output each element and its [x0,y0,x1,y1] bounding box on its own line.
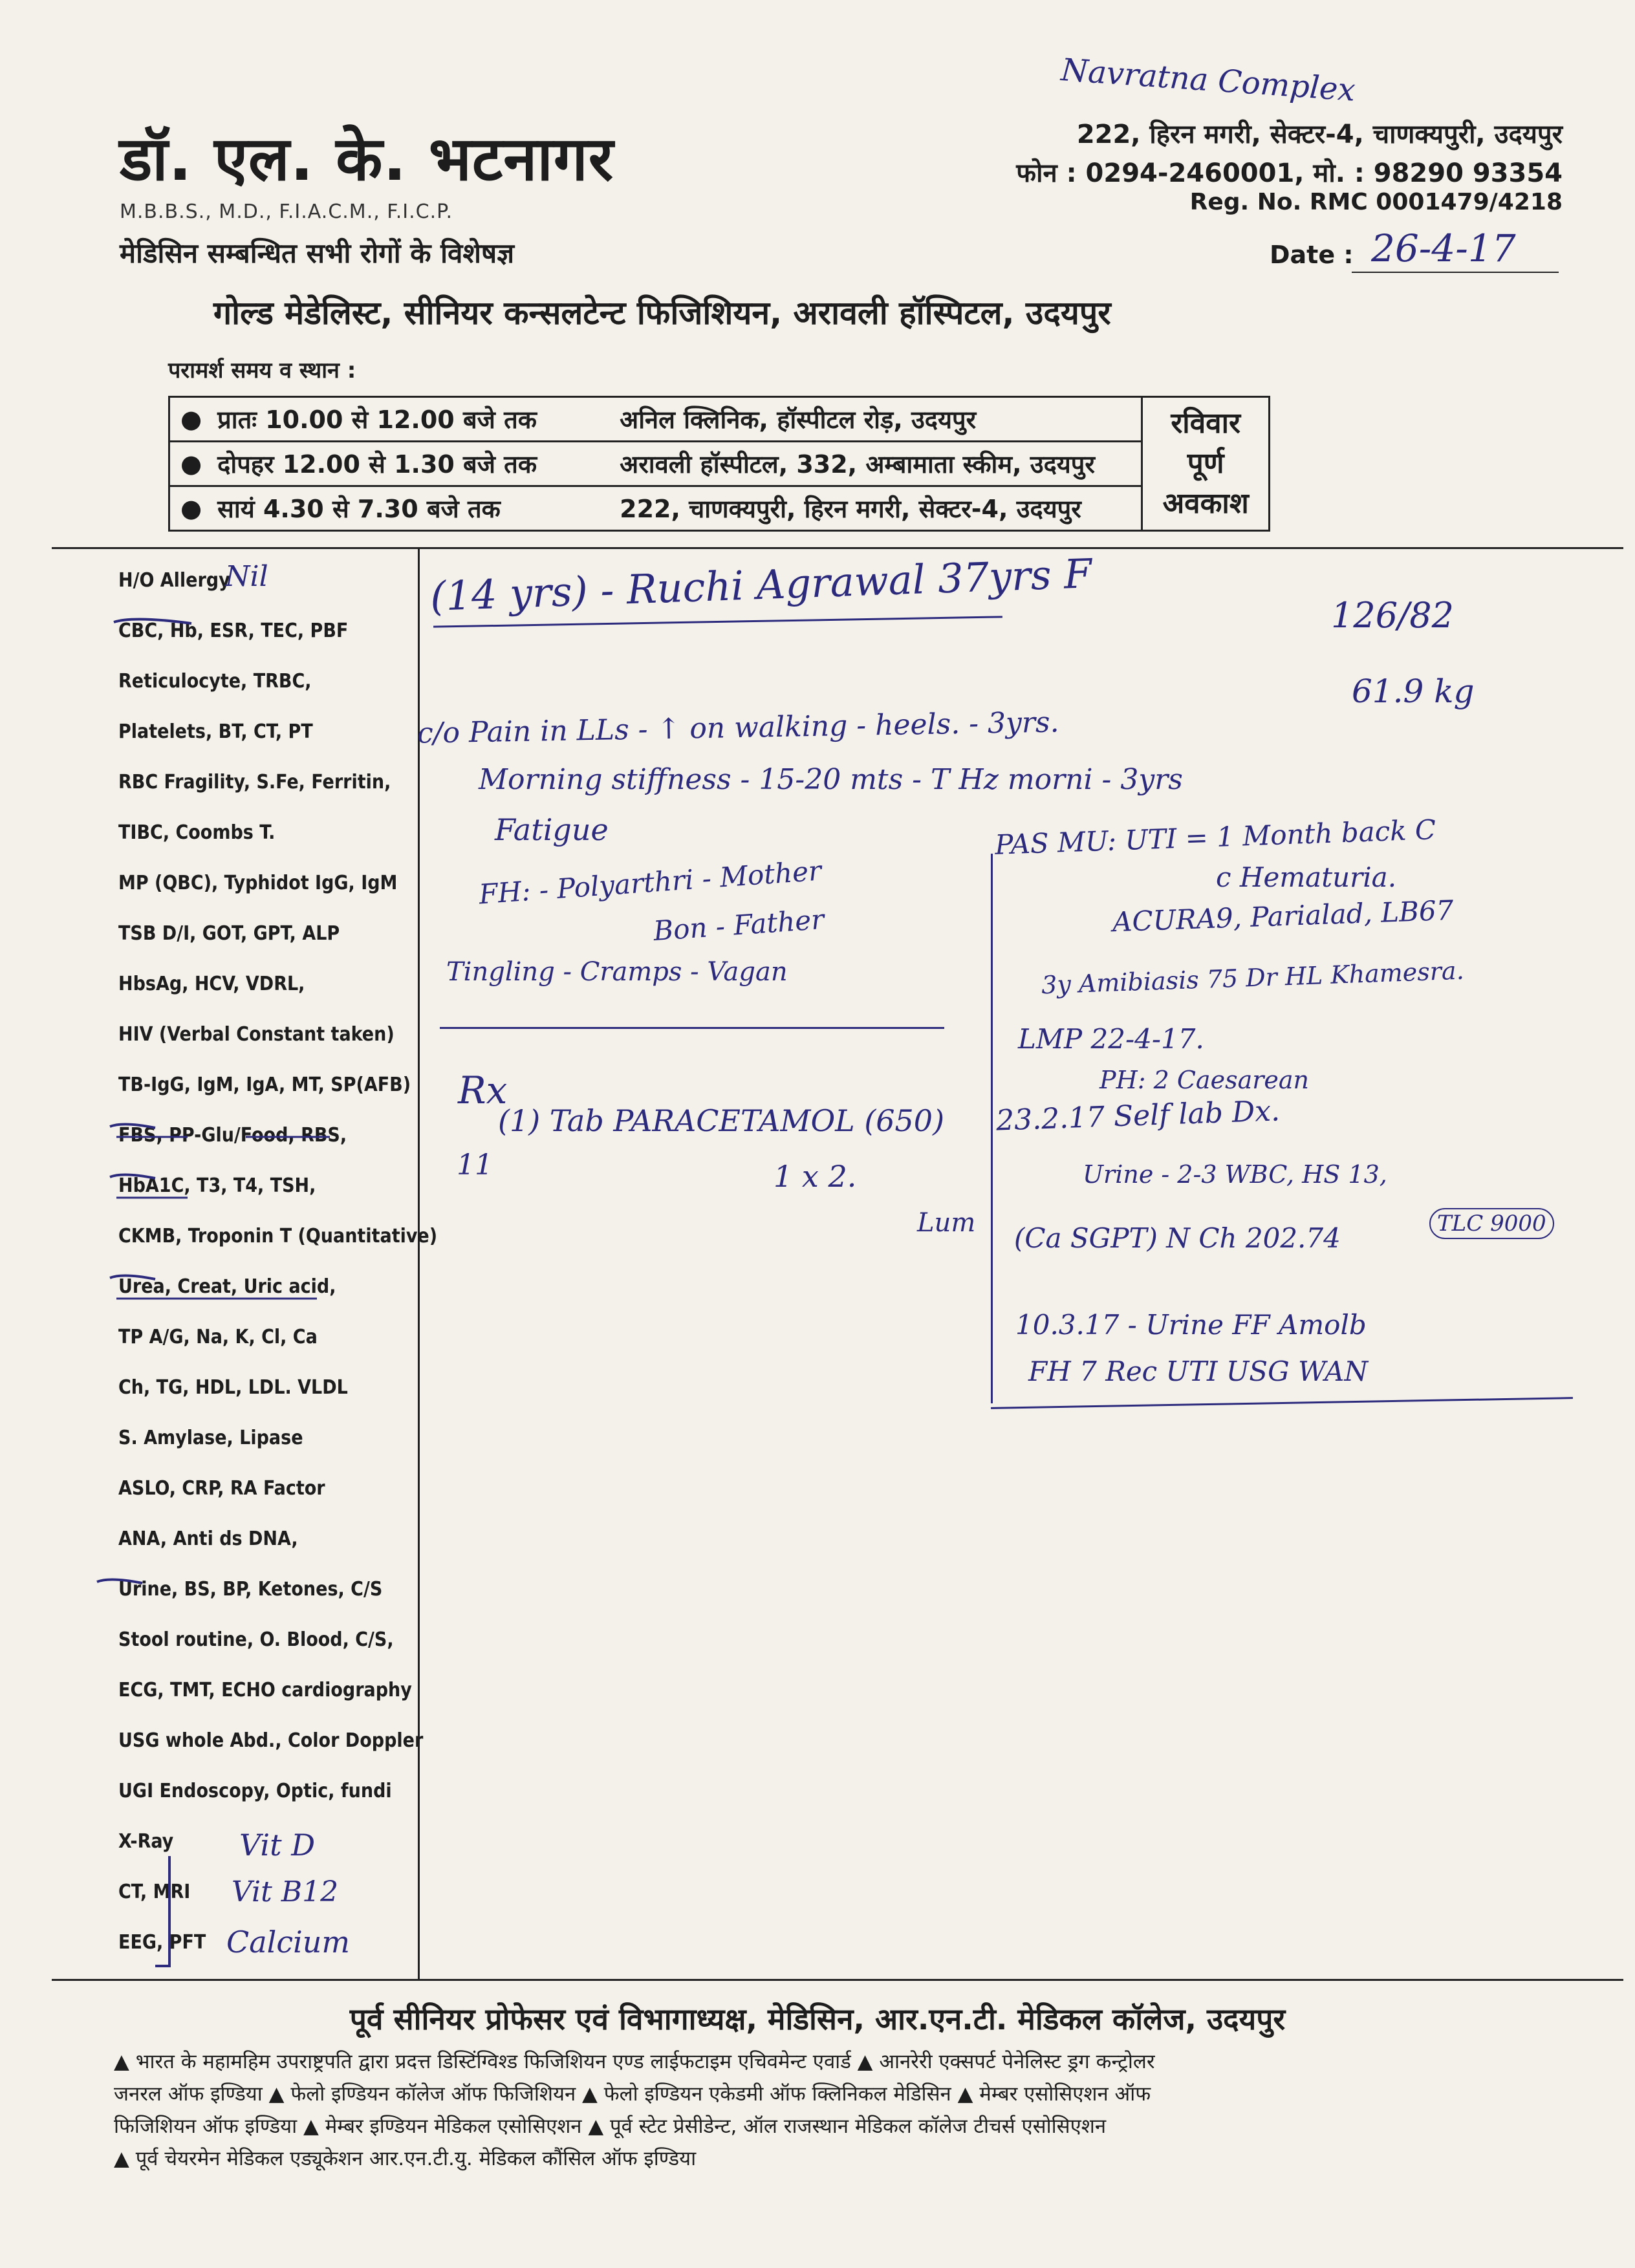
test-item: H/O Allergy [118,569,230,592]
advised-test: Vit B12 [232,1875,339,1908]
schedule-place: अनिल क्लिनिक, हॉस्पीटल रोड़, उदयपुर [609,397,1142,442]
notes-divider [991,854,993,1403]
footer-divider [52,1979,1623,1981]
past-history: c Hematuria. [1216,861,1397,893]
signature: Lum [917,1208,976,1238]
past-history: ACURA9, Parialad, LB67 [1112,894,1455,938]
rx-dosage: 1 x 2. [774,1159,857,1194]
past-history: 3y Amibiasis 75 Dr HL Khamesra. [1041,956,1465,1000]
schedule-time: सायं 4.30 से 7.30 बजे तक [207,486,609,531]
footer-credentials: जनरल ऑफ इण्डिया ▲ फेलो इण्डियन कॉलेज ऑफ फिजिशियन ▲ फेलो इण्डियन एकेडमी ऑफ क्लिनिकल मेडिसिन ▲ मेम्बर एसोसिएशन ऑफ [114,2082,1151,2106]
sunday-holiday [1142,397,1270,531]
date-value: 26-4-17 [1371,226,1516,270]
test-item: Urine, BS, BP, Ketones, C/S [118,1578,383,1601]
test-item: TP A/G, Na, K, Cl, Ca [118,1326,318,1348]
notes-bottom-line [991,1397,1573,1409]
footer-credentials: फिजिशियन ऑफ इण्डिया ▲ मेम्बर इण्डियन मेडिकल एसोसिएशन ▲ पूर्व स्टेट प्रेसीडेन्ट, ऑल राजस्थान मेडिकल कॉलेज टीचर्स एसोसिएशन [114,2115,1107,2138]
advised-test: Calcium [226,1925,351,1960]
footer-credentials: ▲ भारत के महामहिम उपराष्ट्रपति द्वारा प्रदत्त डिस्टिंग्विश्ड फिजिशियन एण्ड लाईफटाइम एचिवमेन्ट एवार्ड ▲ आनरेरी एक्सपर्ट पेनेलिस्ट ड्रग कन्ट्रोलर [114,2050,1155,2073]
test-item: CKMB, Troponin T (Quantitative) [118,1225,438,1247]
rx-mark: 11 [457,1149,493,1182]
test-item: FBS, PP-Glu/Food, RBS, [118,1124,347,1147]
test-item: CBC, Hb, ESR, TEC, PBF [118,620,349,642]
rx-medicine: (1) Tab PARACETAMOL (650) [498,1103,945,1138]
test-item: ANA, Anti ds DNA, [118,1528,298,1550]
schedule-time: प्रातः 10.00 से 12.00 बजे तक [207,397,609,442]
title-line: गोल्ड मेडेलिस्ट, सीनियर कन्सलटेन्ट फिजिशियन, अरावली हॉस्पिटल, उदयपुर [213,294,1111,332]
clinic-address: 222, हिरन मगरी, सेक्टर-4, चाणक्यपुरी, उदयपुर [1076,120,1563,149]
date-label: Date : [1270,241,1354,269]
test-item: RBC Fragility, S.Fe, Ferritin, [118,771,391,794]
test-item: ASLO, CRP, RA Factor [118,1477,325,1500]
schedule-place: 222, चाणक्यपुरी, हिरन मगरी, सेक्टर-4, उदयपुर [609,486,1142,531]
test-item: HbsAg, HCV, VDRL, [118,973,305,995]
test-item: Reticulocyte, TRBC, [118,670,312,693]
test-item: MP (QBC), Typhidot IgG, IgM [118,872,398,894]
test-item: HIV (Verbal Constant taken) [118,1023,395,1046]
holiday-word: रविवार [1171,407,1241,440]
bullet: ● [169,442,208,486]
test-item: S. Amylase, Lipase [118,1427,303,1449]
handwritten-address: Navratna Complex [1059,52,1357,109]
tlc-result: TLC 9000 [1429,1208,1554,1239]
complaint-line: Fatigue [495,812,609,847]
tick-mark [110,1174,155,1178]
advised-test: Vit D [239,1828,316,1863]
test-item: Stool routine, O. Blood, C/S, [118,1628,394,1651]
lab-result: 10.3.17 - Urine FF Amolb [1015,1309,1367,1341]
test-item: TB-IgG, IgM, IgA, MT, SP(AFB) [118,1074,411,1096]
test-item: HbA1C, T3, T4, TSH, [118,1174,316,1197]
note-underline [440,1027,944,1029]
test-item: X-Ray [118,1830,174,1853]
bullet: ● [169,397,208,442]
holiday-word: अवकाश [1162,487,1249,520]
rx-symbol: Rx [458,1068,508,1112]
tick-mark [110,1275,155,1279]
lmp-note: LMP 22-4-17. [1018,1023,1204,1055]
footer-credentials: ▲ पूर्व चेयरमेन मेडिकल एड्यूकेशन आर.एन.टी.यु. मेडिकल कौंसिल ऑफ इण्डिया [114,2147,697,2170]
clinic-phone: फोन : 0294-2460001, मो. : 98290 93354 [1016,158,1563,188]
allergy-note: Nil [225,560,268,593]
tick-mark [97,1579,142,1583]
patient-name: (14 yrs) - Ruchi Agrawal 37yrs F [429,550,1093,620]
schedule-time: दोपहर 12.00 से 1.30 बजे तक [207,442,609,486]
footer-title: पूर्व सीनियर प्रोफेसर एवं विभागाध्यक्ष, मेडिसिन, आर.एन.टी. मेडिकल कॉलेज, उदयपुर [349,2002,1286,2036]
qualifications: M.B.B.S., M.D., F.I.A.C.M., F.I.C.P. [120,200,453,223]
lab-result: (Ca SGPT) N Ch 202.74 [1014,1222,1341,1254]
test-item: USG whole Abd., Color Doppler [118,1729,424,1752]
test-item: Urea, Creat, Uric acid, [118,1275,336,1298]
complaint-line: Morning stiffness - 15-20 mts - T Hz morni - 3yrs [479,763,1183,796]
tingling-note: Tingling - Cramps - Vagan [446,957,788,987]
lab-result: Urine - 2-3 WBC, HS 13, [1083,1160,1387,1189]
patient-underline [433,616,1002,627]
test-tick-marks [0,0,427,1979]
test-item: CT, MRI [118,1881,191,1903]
bracket [155,1856,169,1966]
test-item: UGI Endoscopy, Optic, fundi [118,1780,392,1802]
test-item: TIBC, Coombs T. [118,821,276,844]
family-history: FH: - Polyarthri - Mother [477,854,823,911]
test-item: Ch, TG, HDL, LDL. VLDL [118,1376,348,1399]
ph-note: PH: 2 Caesarean [1099,1066,1310,1094]
bullet: ● [169,486,208,531]
test-item: EEG, PFT [118,1931,206,1954]
registration-number: Reg. No. RMC 0001479/4218 [1189,189,1563,215]
vitals-weight: 61.9 kg [1352,673,1475,710]
date-underline [1352,272,1559,273]
tick-mark [114,619,191,623]
lab-date: 23.2.17 Self lab Dx. [995,1094,1281,1138]
test-item: TSB D/I, GOT, GPT, ALP [118,922,340,945]
complaint-line: c/o Pain in LLs - ↑ on walking - heels. - 3yrs. [417,706,1059,750]
lab-result: FH 7 Rec UTI USG WAN [1028,1355,1369,1387]
schedule-place: अरावली हॉस्पीटल, 332, अम्बामाता स्कीम, उदयपुर [609,442,1142,486]
vitals-bp: 126/82 [1331,595,1454,636]
consultation-label: परामर्श समय व स्थान : [168,358,356,383]
test-item: ECG, TMT, ECHO cardiography [118,1679,412,1701]
specialty: मेडिसिन सम्बन्धित सभी रोगों के विशेषज्ञ [120,237,515,269]
family-history: Bon - Father [652,903,825,947]
tick-mark [110,1124,155,1128]
holiday-word: पूर्ण [1187,447,1224,480]
test-item: Platelets, BT, CT, PT [118,720,313,743]
doctor-name: डॉ. एल. के. भटनागर [120,124,614,195]
past-history: PAS MU: UTI = 1 Month back C [994,814,1436,861]
